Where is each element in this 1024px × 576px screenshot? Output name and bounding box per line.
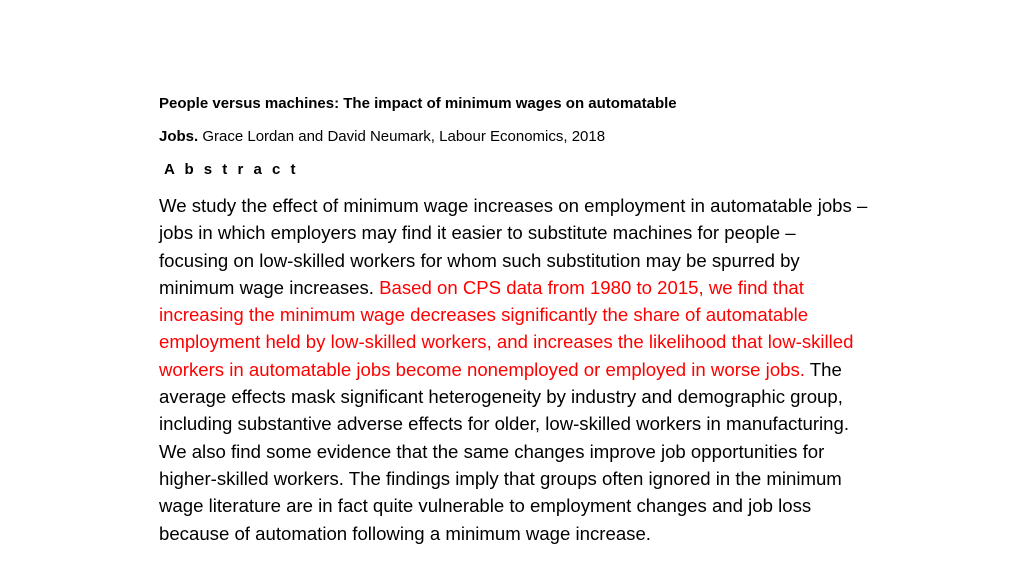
- paper-title: People versus machines: The impact of minimum wages on automatable: [159, 95, 677, 112]
- abstract-body: [159, 192, 869, 547]
- abstract-text-part2: The average effects mask significant heterogeneity by industry and demographic group, including substantive adverse effects for older, low-skilled workers in manufacturing. We also find some evidence that the same changes improve job opportunities for higher-skilled workers. The findings imply that groups often ignored in the minimum wage literature are in fact quite vulnerable to employment changes and job loss because of automation following a minimum wage increase.: [159, 358, 850, 544]
- paper-authors-venue: Grace Lordan and David Neumark, Labour Economics, 2018: [202, 128, 606, 145]
- paper-citation: [159, 127, 605, 147]
- paper-title-continuation: Jobs.: [159, 128, 199, 145]
- abstract-heading: A b s t r a c t: [164, 161, 299, 178]
- abstract-highlighted-finding: Based on CPS data from 1980 to 2015, we find that increasing the minimum wage decreases significantly the share of automatable employment held by low-skilled workers, and increases the likelihood that low-skilled workers in automatable jobs become nonemployed or employed in worse jobs.: [159, 276, 854, 380]
- abstract-text-part1: We study the effect of minimum wage increases on employment in automatable jobs – jobs in which employers may find it easier to substitute machines for people – focusing on low-skilled workers for whom such substitution may be spurred by minimum wage increases.: [159, 195, 868, 298]
